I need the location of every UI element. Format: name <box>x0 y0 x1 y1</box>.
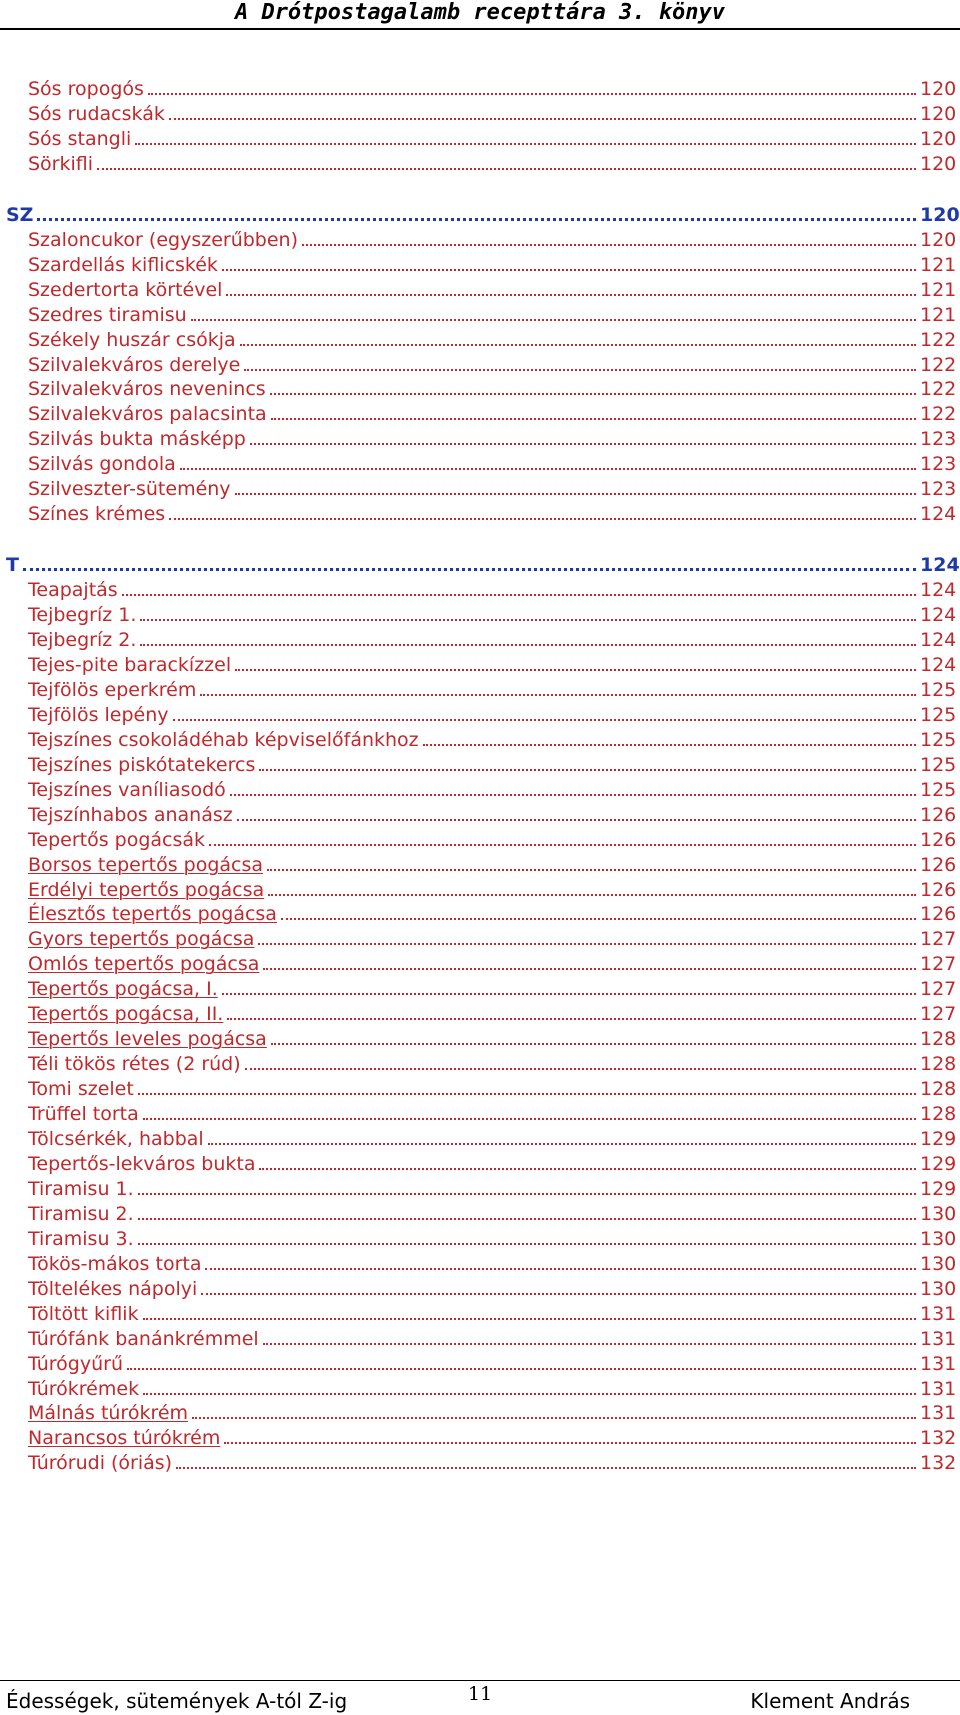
toc-entry-page: 130 <box>920 1202 960 1226</box>
toc-leader-dots <box>244 369 916 371</box>
toc-entry-title: Tejszínes piskótatekercs <box>28 753 256 776</box>
toc-entry-title: Málnás túrókrém <box>28 1402 189 1425</box>
toc-entry-page: 131 <box>920 1302 960 1326</box>
toc-leader-dots <box>208 1143 916 1145</box>
toc-leader-dots <box>302 244 916 246</box>
toc-entry-title: Színes krémes <box>28 503 166 526</box>
toc-entry-title: Teapajtás <box>28 579 118 602</box>
toc-entry[interactable] <box>0 575 960 602</box>
toc-entry-title: Szilvalekváros palacsinta <box>28 403 267 426</box>
toc-entry-line <box>28 899 960 926</box>
toc-entry-title: Narancsos túrókrém <box>28 1427 221 1450</box>
toc-entry-page: 125 <box>920 703 960 727</box>
toc-entry[interactable] <box>0 1249 960 1276</box>
toc-entry-page: 124 <box>920 653 960 677</box>
toc-entry[interactable] <box>0 1199 960 1226</box>
toc-entry-title: Túrórudi (óriás) <box>28 1452 173 1475</box>
toc-entry-page: 123 <box>920 427 960 451</box>
toc-entry-page: 121 <box>920 253 960 277</box>
toc-entry-line <box>28 1324 960 1351</box>
toc-leader-dots <box>205 1268 916 1270</box>
toc-entry[interactable] <box>0 650 960 677</box>
toc-leader-dots <box>245 1068 916 1070</box>
toc-entry-title: Borsos tepertős pogácsa <box>28 853 264 876</box>
toc-entry-page: 120 <box>920 77 960 101</box>
toc-entry-page: 131 <box>920 1377 960 1401</box>
toc-leader-dots <box>200 694 916 696</box>
toc-entry[interactable] <box>0 99 960 126</box>
toc-leader-dots <box>259 1168 916 1170</box>
toc-section-heading[interactable] <box>0 200 960 227</box>
toc-leader-dots <box>138 1243 916 1245</box>
toc-entry-line <box>6 200 960 227</box>
toc-entry-page: 124 <box>920 578 960 602</box>
toc-entry-page: 131 <box>920 1327 960 1351</box>
toc-entry[interactable] <box>0 499 960 526</box>
toc-entry[interactable] <box>0 825 960 852</box>
toc-entry-title: Tiramisu 1. <box>28 1177 134 1200</box>
toc-entry-line <box>28 399 960 426</box>
toc-entry-page: 120 <box>920 127 960 151</box>
toc-entry-line <box>28 350 960 377</box>
toc-entry-page: 126 <box>920 803 960 827</box>
toc-entry-line <box>28 600 960 627</box>
toc-entry[interactable] <box>0 399 960 426</box>
toc-entry-page: 125 <box>920 678 960 702</box>
toc-entry[interactable] <box>0 924 960 951</box>
toc-entry[interactable] <box>0 1174 960 1201</box>
toc-entry-page: 127 <box>920 952 960 976</box>
toc-entry-title: Túrókrémek <box>28 1377 140 1400</box>
toc-entry[interactable] <box>0 449 960 476</box>
toc-entry[interactable] <box>0 1074 960 1101</box>
toc-leader-dots <box>122 594 916 596</box>
toc-entry-title: Tejszínhabos ananász <box>28 803 233 826</box>
toc-entry[interactable] <box>0 325 960 352</box>
toc-entry-title: Túrógyűrű <box>28 1352 123 1375</box>
toc-entry-title: Téli tökös rétes (2 rúd) <box>28 1053 241 1076</box>
toc-entry[interactable] <box>0 625 960 652</box>
toc-entry-line <box>28 974 960 1001</box>
toc-leader-dots <box>259 769 916 771</box>
toc-entry-line <box>28 1299 960 1326</box>
toc-leader-dots <box>37 218 916 221</box>
toc-entry-line <box>28 449 960 476</box>
toc-entry-line <box>28 800 960 827</box>
toc-leader-dots <box>250 443 916 445</box>
toc-leader-dots <box>230 794 916 796</box>
toc-entry-line <box>28 575 960 602</box>
toc-entry-page: 120 <box>920 203 960 226</box>
toc-entry-line <box>28 725 960 752</box>
toc-entry-line <box>28 325 960 352</box>
toc-entry[interactable] <box>0 999 960 1026</box>
toc-entry-line <box>28 700 960 727</box>
toc-entry-title: Tejes-pite barackízzel <box>28 653 232 676</box>
toc-leader-dots <box>224 1442 916 1444</box>
toc-entry-title: Tomi szelet <box>28 1078 134 1101</box>
toc-entry[interactable] <box>0 899 960 926</box>
toc-leader-dots <box>222 993 916 995</box>
toc-entry[interactable] <box>0 250 960 277</box>
toc-entry-line <box>28 149 960 176</box>
toc-entry-line <box>28 124 960 151</box>
toc-entry[interactable] <box>0 1049 960 1076</box>
toc-entry[interactable] <box>0 1099 960 1126</box>
toc-entry-page: 121 <box>920 303 960 327</box>
toc-entry[interactable] <box>0 800 960 827</box>
toc-entry-title: Tepertős leveles pogácsa <box>28 1028 267 1051</box>
toc-leader-dots <box>143 1118 916 1120</box>
toc-entry-page: 130 <box>920 1252 960 1276</box>
toc-leader-dots <box>180 468 916 470</box>
toc-entry[interactable] <box>0 424 960 451</box>
toc-entry[interactable] <box>0 875 960 902</box>
toc-entry-line <box>28 424 960 451</box>
toc-entry-page: 131 <box>920 1401 960 1425</box>
toc-entry[interactable] <box>0 275 960 302</box>
toc-entry-line <box>28 650 960 677</box>
toc-entry-page: 120 <box>920 152 960 176</box>
toc-entry-line <box>28 74 960 101</box>
toc-leader-dots <box>191 319 916 321</box>
toc-entry[interactable] <box>0 300 960 327</box>
toc-entry[interactable] <box>0 725 960 752</box>
toc-entry[interactable] <box>0 74 960 101</box>
toc-entry[interactable] <box>0 750 960 777</box>
toc-entry-page: 130 <box>920 1277 960 1301</box>
toc-entry-line <box>28 1199 960 1226</box>
toc-entry-title: Tepertős-lekváros bukta <box>28 1152 256 1175</box>
toc-entry-page: 128 <box>920 1027 960 1051</box>
toc-entry-line <box>28 474 960 501</box>
toc-entry-line <box>28 949 960 976</box>
toc-entry[interactable] <box>0 1324 960 1351</box>
toc-entry-title: Tejbegríz 2. <box>28 629 137 651</box>
toc-entry-line <box>28 1349 960 1376</box>
toc-entry-title: Szardellás kiflicskék <box>28 253 218 276</box>
toc-entry-line <box>28 1224 960 1251</box>
toc-entry-line <box>28 1374 960 1401</box>
toc-leader-dots <box>267 869 916 871</box>
toc-entry-line <box>28 1398 960 1425</box>
toc-entry[interactable] <box>0 1299 960 1326</box>
toc-entry-page: 125 <box>920 728 960 752</box>
toc-entry-title: Töltött kiflik <box>28 1302 139 1325</box>
toc-entry-title: Tepertős pogácsák <box>28 828 206 851</box>
toc-entry[interactable] <box>0 374 960 401</box>
toc-leader-dots <box>227 1018 916 1020</box>
toc-leader-dots <box>192 1417 916 1419</box>
toc-leader-dots <box>263 968 916 970</box>
toc-entry[interactable] <box>0 1149 960 1176</box>
toc-entry-line <box>28 1099 960 1126</box>
toc-entry-page: 129 <box>920 1127 960 1151</box>
toc-leader-dots <box>97 168 916 170</box>
toc-entry[interactable] <box>0 1374 960 1401</box>
toc-leader-dots <box>148 93 916 95</box>
toc-entry[interactable] <box>0 124 960 151</box>
page-header <box>0 0 960 30</box>
toc-entry-line <box>28 1074 960 1101</box>
toc-entry-line <box>28 675 960 702</box>
toc-entry-page: 129 <box>920 1152 960 1176</box>
toc-entry-title: Tejbegríz 1. <box>28 604 137 627</box>
toc-entry-page: 126 <box>920 878 960 902</box>
toc-entry-line <box>28 99 960 126</box>
toc-entry-line <box>28 750 960 777</box>
toc-entry-page: 128 <box>920 1077 960 1101</box>
toc-entry[interactable] <box>0 1448 960 1475</box>
toc-entry-title: Tökös-mákos torta <box>28 1252 202 1275</box>
toc-entry-page: 120 <box>920 102 960 126</box>
toc-entry-line <box>28 1024 960 1051</box>
toc-entry-line <box>28 875 960 902</box>
toc-entry-title: Tepertős pogácsa, II. <box>28 1003 224 1026</box>
toc-entry-title: Szilvás gondola <box>28 453 176 476</box>
toc-entry-line <box>28 924 960 951</box>
toc-entry[interactable] <box>0 1423 960 1450</box>
toc-leader-dots <box>143 1393 916 1395</box>
toc-entry-line <box>28 775 960 802</box>
toc-leader-dots <box>258 943 916 945</box>
toc-entry-line <box>28 999 960 1026</box>
toc-leader-dots <box>271 418 916 420</box>
toc-entry-title: Szedres tiramisu <box>28 303 187 326</box>
toc-entry-line <box>28 1274 960 1301</box>
toc-entry-title: Trüffel torta <box>28 1103 139 1126</box>
toc-entry[interactable] <box>0 1024 960 1051</box>
toc-entry-page: 125 <box>920 753 960 777</box>
toc-leader-dots <box>169 518 916 520</box>
toc-entry-page: 132 <box>920 1426 960 1450</box>
toc-leader-dots <box>176 1467 916 1469</box>
toc-entry-line <box>28 1149 960 1176</box>
toc-entry-page: 128 <box>920 1052 960 1076</box>
toc-entry-page: 120 <box>920 228 960 252</box>
toc-entry-line <box>28 1049 960 1076</box>
toc-entry-title: Élesztős tepertős pogácsa <box>28 903 277 926</box>
toc-entry-title: Erdélyi tepertős pogácsa <box>28 878 265 901</box>
toc-entry-title: Tejfölös eperkrém <box>28 678 197 701</box>
toc-entry-page: 123 <box>920 452 960 476</box>
toc-entry[interactable] <box>0 350 960 377</box>
toc-entry-page: 122 <box>920 377 960 401</box>
toc-leader-dots <box>201 1293 916 1295</box>
toc-entry[interactable] <box>0 1398 960 1425</box>
footer-page-number: 11 <box>468 1683 493 1705</box>
toc-entry-page: 127 <box>920 1002 960 1026</box>
toc-entry[interactable] <box>0 225 960 252</box>
toc-entry-title: Túrófánk banánkrémmel <box>28 1327 259 1350</box>
toc-entry-line <box>28 1249 960 1276</box>
toc-leader-dots <box>235 493 916 495</box>
toc-entry-title: Sós stangli <box>28 127 132 150</box>
toc-entry-title: Tölcsérkék, habbal <box>28 1128 204 1150</box>
toc-entry[interactable] <box>0 850 960 877</box>
toc-entry-title: Tiramisu 3. <box>28 1227 134 1250</box>
toc-entry-page: 126 <box>920 853 960 877</box>
toc-entry-page: 122 <box>920 353 960 377</box>
toc-entry-title: Gyors tepertős pogácsa <box>28 928 255 951</box>
toc-entry[interactable] <box>0 974 960 1001</box>
toc-entry[interactable] <box>0 1349 960 1376</box>
toc-entry-title: Székely huszár csókja <box>28 328 236 351</box>
toc-leader-dots <box>173 719 916 721</box>
toc-entry-line <box>28 625 960 652</box>
toc-leader-dots <box>140 644 916 646</box>
toc-entry-title: Sós rudacskák <box>28 102 165 125</box>
toc-entry[interactable] <box>0 1124 960 1151</box>
toc-leader-dots <box>240 344 916 346</box>
toc-entry-page: 126 <box>920 902 960 926</box>
toc-entry-title: Szaloncukor (egyszerűbben) <box>28 228 298 251</box>
toc-entry[interactable] <box>0 149 960 176</box>
toc-entry-title: Tepertős pogácsa, I. <box>28 978 218 1001</box>
toc-entry-page: 129 <box>920 1177 960 1201</box>
toc-leader-dots <box>235 669 916 671</box>
toc-entry-title: Szilvalekváros nevenincs <box>28 378 266 401</box>
toc-entry-title: Szilvás bukta másképp <box>28 428 246 451</box>
toc-entry-title: Omlós tepertős pogácsa <box>28 953 260 976</box>
toc-entry-line <box>28 225 960 252</box>
toc-leader-dots <box>138 1218 916 1220</box>
toc-entry-line <box>28 1423 960 1450</box>
toc-entry-page: 123 <box>920 477 960 501</box>
toc-leader-dots <box>271 1043 916 1045</box>
toc-entry-title: Tejszínes vaníliasodó <box>28 778 226 801</box>
toc-entry-page: 127 <box>920 927 960 951</box>
toc-entry-title: Sós ropogós <box>28 78 144 100</box>
toc-leader-dots <box>423 744 916 746</box>
toc-entry-title: Szilveszter-sütemény <box>28 478 231 501</box>
toc-leader-dots <box>127 1368 916 1370</box>
toc-entry-title: Tiramisu 2. <box>28 1202 134 1225</box>
toc-leader-dots <box>169 118 916 120</box>
toc-leader-dots <box>138 1093 916 1095</box>
toc-leader-dots <box>270 393 916 395</box>
toc-entry-title: T <box>6 554 19 577</box>
toc-entry-line <box>28 1174 960 1201</box>
toc-entry[interactable] <box>0 700 960 727</box>
toc-leader-dots <box>140 619 916 621</box>
toc-entry-title: Töltelékes nápolyi <box>28 1277 198 1300</box>
toc-entry[interactable] <box>0 949 960 976</box>
toc-entry-title: Szilvalekváros derelye <box>28 353 241 376</box>
toc-entry-line <box>28 850 960 877</box>
footer-book-subtitle: Édességek, sütemények A-tól Z-ig <box>6 1689 348 1713</box>
toc-leader-dots <box>23 568 916 571</box>
toc-entry-line <box>28 300 960 327</box>
book-title: A Drótpostagalamb recepttára 3. könyv <box>234 0 726 25</box>
toc-entry-page: 128 <box>920 1102 960 1126</box>
footer-author: Klement András <box>750 1689 910 1713</box>
toc-entry-page: 124 <box>920 502 960 526</box>
toc-leader-dots <box>237 819 916 821</box>
toc-entry-line <box>28 1124 960 1151</box>
toc-entry-title: Szedertorta körtével <box>28 278 223 301</box>
toc-entry-title: SZ <box>6 203 34 226</box>
toc-entry-page: 131 <box>920 1352 960 1376</box>
toc-entry[interactable] <box>0 675 960 702</box>
toc-leader-dots <box>226 294 916 296</box>
toc-leader-dots <box>222 269 916 271</box>
toc-entry[interactable] <box>0 1224 960 1251</box>
toc-entry-page: 124 <box>920 628 960 652</box>
toc-entry-page: 121 <box>920 278 960 302</box>
page-footer <box>0 1680 960 1715</box>
toc-leader-dots <box>263 1343 916 1345</box>
toc-entry-title: Tejfölös lepény <box>28 703 169 726</box>
toc-entry-title: Sörkifli <box>28 152 94 175</box>
toc-entry-page: 124 <box>920 554 960 577</box>
toc-entry-page: 125 <box>920 778 960 802</box>
toc-section-heading[interactable] <box>0 550 960 577</box>
toc-entry-title: Tejszínes csokoládéhab képviselőfánkhoz <box>28 728 419 751</box>
toc-entry-line <box>28 825 960 852</box>
toc-entry-page: 126 <box>920 828 960 852</box>
toc-entry-page: 122 <box>920 402 960 426</box>
toc-leader-dots <box>209 844 916 846</box>
toc-leader-dots <box>138 1193 916 1195</box>
toc-entry-page: 132 <box>920 1451 960 1475</box>
toc-leader-dots <box>135 143 916 145</box>
toc-entry[interactable] <box>0 600 960 627</box>
toc-entry-page: 130 <box>920 1227 960 1251</box>
toc-entry-line <box>28 374 960 401</box>
toc-leader-dots <box>281 918 916 920</box>
toc-entry-line <box>6 550 960 577</box>
toc-leader-dots <box>143 1318 916 1320</box>
toc-entry-page: 127 <box>920 977 960 1001</box>
toc-entry-line <box>28 250 960 277</box>
toc-entry-page: 122 <box>920 328 960 352</box>
toc-leader-dots <box>268 894 916 896</box>
toc-entry-line <box>28 499 960 526</box>
toc-entry[interactable] <box>0 1274 960 1301</box>
toc-entry-line <box>28 1448 960 1475</box>
toc-entry[interactable] <box>0 775 960 802</box>
toc-entry[interactable] <box>0 474 960 501</box>
toc-entry-page: 124 <box>920 603 960 627</box>
toc-entry-line <box>28 275 960 302</box>
